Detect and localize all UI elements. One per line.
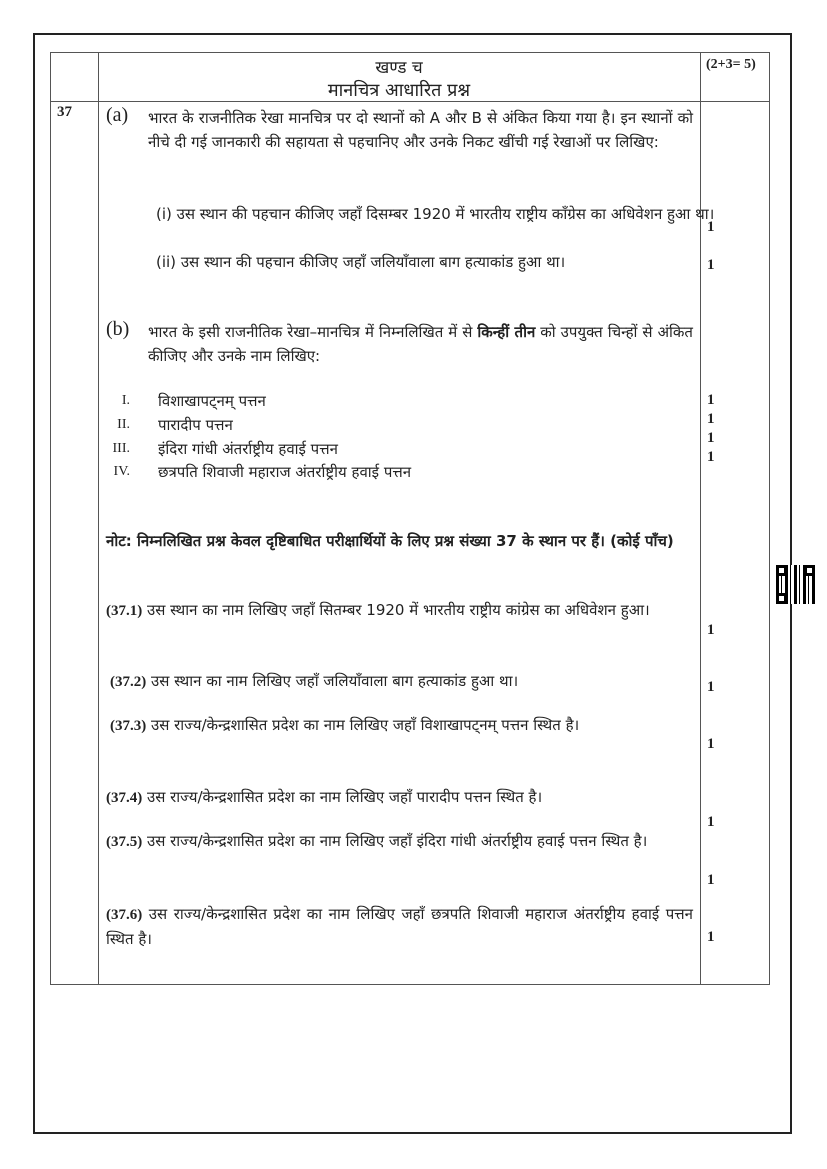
item-label: (ii) <box>156 253 177 271</box>
part-a-text: भारत के राजनीतिक रेखा मानचित्र पर दो स्थानों को A और B से अंकित किया गया है। इन स्थानों को नीचे दी गई जानकारी की सहायता से पहचानिए और उनके निकट खींची गई रेखाओं पर लिखिए: <box>148 109 693 151</box>
part-b-text <box>148 320 693 368</box>
vi-question-6 <box>106 902 693 951</box>
marks: 1 <box>707 679 715 695</box>
q-text: उस राज्य/केन्द्रशासित प्रदेश का नाम लिखिए जहाँ विशाखापट्नम् पत्तन स्थित है। <box>146 716 580 734</box>
part-a-item-2 <box>156 250 696 274</box>
marks: 1 <box>707 736 715 752</box>
marks: 1 <box>707 814 715 830</box>
item-label: (i) <box>156 205 172 223</box>
marks: 1 <box>707 257 715 273</box>
vi-question-3 <box>110 713 693 738</box>
vi-question-5 <box>106 829 693 854</box>
part-a-label: (a) <box>106 104 129 126</box>
vi-question-2 <box>110 669 697 694</box>
q-label: (37.2) <box>110 674 147 690</box>
column-divider <box>700 52 701 985</box>
q-text: उस राज्य/केन्द्रशासित प्रदेश का नाम लिखिए जहाँ पारादीप पत्तन स्थित है। <box>142 788 543 806</box>
marks: 1 <box>707 392 715 408</box>
q-text: उस राज्य/केन्द्रशासित प्रदेश का नाम लिखिए जहाँ इंदिरा गांधी अंतर्राष्ट्रीय हवाई पत्तन स्थित है। <box>142 832 648 850</box>
q-label: (37.3) <box>110 718 147 734</box>
item-text: उस स्थान की पहचान कीजिए जहाँ दिसम्बर 1920 में भारतीय राष्ट्रीय काँग्रेस का अधिवेशन हुआ था। <box>176 205 715 223</box>
text: को उपयुक्त चिन्हों से अंकित कीजिए और उनके नाम लिखिए: <box>148 323 693 365</box>
text: भारत के इसी राजनीतिक रेखा–मानचित्र में निम्नलिखित में से <box>148 323 478 341</box>
note-text: नोट: निम्नलिखित प्रश्न केवल दृष्टिबाधित परीक्षार्थियों के लिए प्रश्न संख्या 37 के स्थान पर हैं। (कोई पाँच) <box>106 532 674 550</box>
item-numeral: III. <box>112 441 130 456</box>
list-item: पारादीप पत्तन <box>158 416 233 434</box>
section-subtitle: मानचित्र आधारित प्रश्न <box>327 80 471 101</box>
marks: 1 <box>707 411 715 427</box>
list-item: छत्रपति शिवाजी महाराज अंतर्राष्ट्रीय हवाई पत्तन <box>158 463 412 481</box>
q-label: (37.5) <box>106 834 143 850</box>
vi-question-1 <box>106 598 693 623</box>
item-numeral: II. <box>117 417 130 432</box>
q-label: (37.4) <box>106 790 143 806</box>
list-item: इंदिरा गांधी अंतर्राष्ट्रीय हवाई पत्तन <box>158 440 338 458</box>
section-marks: (2+3= 5) <box>706 57 756 72</box>
marks: 1 <box>707 622 715 638</box>
q-text: उस राज्य/केन्द्रशासित प्रदेश का नाम लिखिए जहाँ छत्रपति शिवाजी महाराज अंतर्राष्ट्रीय हवाई पत्तन स्थित है। <box>106 905 693 948</box>
item-text: उस स्थान की पहचान कीजिए जहाँ जलियाँवाला बाग हत्याकांड हुआ था। <box>180 253 566 271</box>
q-label: (37.1) <box>106 603 143 619</box>
q-text: उस स्थान का नाम लिखिए जहाँ जलियाँवाला बाग हत्याकांड हुआ था। <box>146 672 519 690</box>
question-number: 37 <box>57 104 72 120</box>
vi-question-4 <box>106 785 696 810</box>
marks: 1 <box>707 449 715 465</box>
section-title: खण्ड च <box>375 58 423 78</box>
q-text: उस स्थान का नाम लिखिए जहाँ सितम्बर 1920 में भारतीय राष्ट्रीय कांग्रेस का अधिवेशन हुआ। <box>142 601 650 619</box>
emphasis: किन्हीं तीन <box>477 323 536 341</box>
marks: 1 <box>707 219 715 235</box>
part-a-item-1 <box>156 202 715 226</box>
marks: 1 <box>707 430 715 446</box>
marks: 1 <box>707 872 715 888</box>
q-label: (37.6) <box>106 907 143 923</box>
item-numeral: IV. <box>113 464 130 479</box>
list-item: विशाखापट्नम् पत्तन <box>158 392 266 410</box>
part-b-label: (b) <box>106 318 130 340</box>
qr-code-icon <box>776 565 815 604</box>
marks: 1 <box>707 929 715 945</box>
column-divider <box>98 52 99 985</box>
item-numeral: I. <box>121 393 130 408</box>
